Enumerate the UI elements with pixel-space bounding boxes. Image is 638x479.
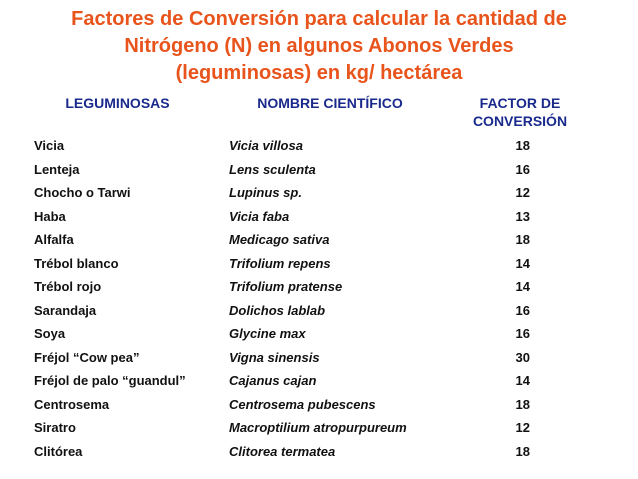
conversion-factor: 18 — [515, 138, 530, 153]
legume-name: Chocho o Tarwi — [34, 185, 131, 200]
conversion-factor: 14 — [515, 255, 530, 271]
column-header-factor-line-1: FACTOR DE — [479, 95, 561, 111]
legume-name: Trébol rojo — [34, 279, 102, 294]
legume-name: Vicia — [34, 138, 65, 153]
scientific-name: Clitorea termatea — [229, 443, 336, 459]
legume-name: Clitórea — [34, 443, 83, 459]
conversion-factor: 18 — [515, 396, 530, 412]
scientific-name: Trifolium repens — [229, 255, 331, 271]
column-header-leguminosas: LEGUMINOSAS — [65, 95, 170, 111]
page-title — [30, 6, 608, 87]
conversion-factor: 14 — [515, 279, 530, 294]
column-header-factor — [455, 94, 585, 130]
conversion-factor: 14 — [515, 373, 530, 388]
conversion-factor: 13 — [515, 208, 530, 224]
legume-name: Centrosema — [34, 396, 110, 412]
table-row — [0, 417, 638, 441]
column-header-factor-line-2: CONVERSIÓN — [472, 113, 568, 129]
legume-name: Fréjol de palo “guandul” — [34, 373, 186, 388]
title-line-1: Factores de Conversión para calcular la cantidad de — [71, 8, 567, 30]
scientific-name: Macroptilium atropurpureum — [229, 420, 407, 435]
table-row — [0, 441, 638, 465]
table-row — [0, 159, 638, 183]
table-row — [0, 300, 638, 324]
column-header-nombre-cientifico: NOMBRE CIENTÍFICO — [257, 95, 403, 111]
table-row — [0, 370, 638, 394]
table-row — [0, 229, 638, 253]
scientific-name: Lupinus sp. — [229, 185, 302, 200]
scientific-name: Glycine max — [229, 326, 306, 341]
title-line-3: (leguminosas) en kg/ hectárea — [175, 62, 463, 84]
table-row — [0, 206, 638, 230]
scientific-name: Vicia villosa — [229, 138, 303, 153]
conversion-factor: 12 — [515, 420, 530, 435]
scientific-name: Dolichos lablab — [229, 302, 326, 318]
legume-name: Fréjol “Cow pea” — [34, 349, 140, 365]
conversion-factor: 18 — [515, 232, 530, 247]
legume-name: Haba — [34, 208, 66, 224]
scientific-name: Trifolium pratense — [229, 279, 343, 294]
conversion-factor: 30 — [515, 349, 530, 365]
legume-name: Sarandaja — [34, 302, 97, 318]
conversion-factor: 16 — [515, 302, 530, 318]
legume-name: Alfalfa — [34, 232, 74, 247]
legume-name: Lenteja — [34, 161, 80, 177]
scientific-name: Medicago sativa — [229, 232, 330, 247]
table-row — [0, 182, 638, 206]
scientific-name: Lens sculenta — [229, 161, 316, 177]
scientific-name: Cajanus cajan — [229, 373, 317, 388]
legume-name: Siratro — [34, 420, 76, 435]
legume-name: Trébol blanco — [34, 255, 119, 271]
table-row — [0, 253, 638, 277]
scientific-name: Vicia faba — [229, 208, 290, 224]
scientific-name: Vigna sinensis — [229, 349, 320, 365]
table-row — [0, 135, 638, 159]
conversion-factor: 16 — [515, 161, 530, 177]
scientific-name: Centrosema pubescens — [229, 396, 376, 412]
legume-name: Soya — [34, 326, 66, 341]
conversion-factor: 18 — [515, 443, 530, 459]
table-row — [0, 394, 638, 418]
title-line-2: Nitrógeno (N) en algunos Abonos Verdes — [124, 35, 514, 57]
table-row — [0, 323, 638, 347]
conversion-factor: 16 — [515, 326, 530, 341]
table-row — [0, 276, 638, 300]
table-row — [0, 347, 638, 371]
conversion-factor: 12 — [515, 185, 530, 200]
conversion-table — [0, 135, 638, 464]
